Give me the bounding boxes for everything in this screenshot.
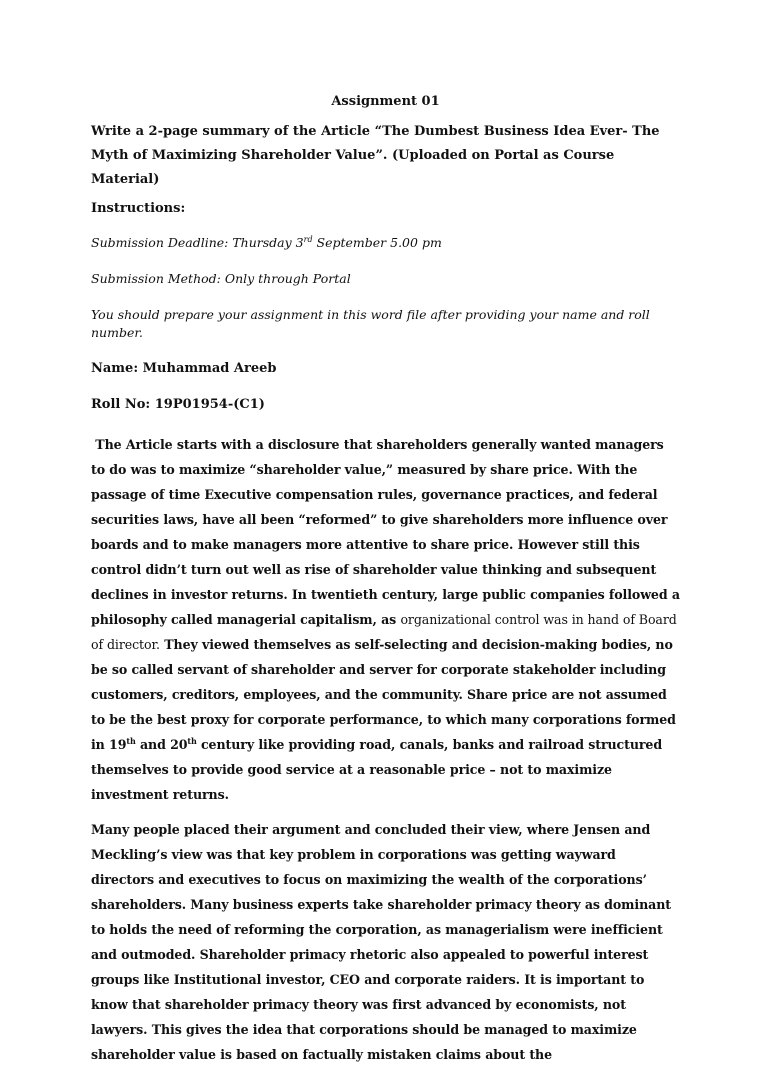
para1-ordinal-19th: th	[126, 735, 136, 746]
instructions-heading: Instructions:	[91, 201, 186, 216]
assignment-task: Write a 2-page summary of the Article “The Dumbest Business Idea Ever- The Myth of Maximizing Shareholder Value”. (Uploaded on Portal as Course Material)	[91, 124, 660, 187]
para1-part-b: organizational control was in hand of Board of director.	[91, 612, 677, 652]
deadline-ordinal: rd	[303, 234, 313, 244]
summary-paragraph-1	[91, 432, 680, 807]
submission-method: Submission Method: Only through Portal	[91, 271, 351, 286]
deadline-suffix: September 5.00 pm	[312, 235, 442, 250]
student-name: Name: Muhammad Areeb	[91, 361, 277, 376]
para1-part-a: The Article starts with a disclosure that shareholders generally wanted managers to do was to maximize “shareholder value,” measured by share price. With the passage of time Executive compensation rules, governance practices, and federal securities laws, have all been “reformed” to give shareholders more influence over boards and to make managers more attentive to share price. However still this control didn’t turn out well as rise of shareholder value thinking and subsequent declines in investor returns. In twentieth century, large public companies followed a philosophy called managerial capitalism, as	[91, 437, 680, 627]
summary-paragraph-2: Many people placed their argument and concluded their view, where Jensen and Meckling’s view was that key problem in corporations was getting wayward directors and executives to focus on maximizing the wealth of the corporations’ shareholders. Many business experts take shareholder primacy theory as dominant to holds the need of reforming the corporation, as managerialism were inefficient and outmoded. Shareholder primacy rhetoric also appealed to powerful interest groups like Institutional investor, CEO and corporate raiders. It is important to know that shareholder primacy theory was first advanced by economists, not lawyers. This gives the idea that corporations should be managed to maximize shareholder value is based on factually mistaken claims about the	[91, 822, 671, 1062]
para1-ordinal-20th: th	[187, 735, 197, 746]
assignment-title: Assignment 01	[331, 94, 440, 109]
prepare-note: You should prepare your assignment in this word file after providing your name and roll number.	[91, 307, 650, 340]
para1-part-e: century like providing road, canals, banks and railroad structured themselves to provide good service at a reasonable price – not to maximize investment returns.	[91, 737, 663, 802]
para1-part-d: and 20	[135, 737, 188, 752]
submission-deadline	[91, 234, 680, 252]
roll-number: Roll No: 19P01954-(C1)	[91, 397, 265, 412]
para1-part-c: They viewed themselves as self-selecting and decision-making bodies, no be so called servant of shareholder and server for corporate stakeholder including customers, creditors, employees, and the community. Share price are not assumed to be the best proxy for corporate performance, to which many corporations formed in 19	[91, 637, 676, 752]
deadline-prefix: Submission Deadline: Thursday 3	[91, 235, 304, 250]
